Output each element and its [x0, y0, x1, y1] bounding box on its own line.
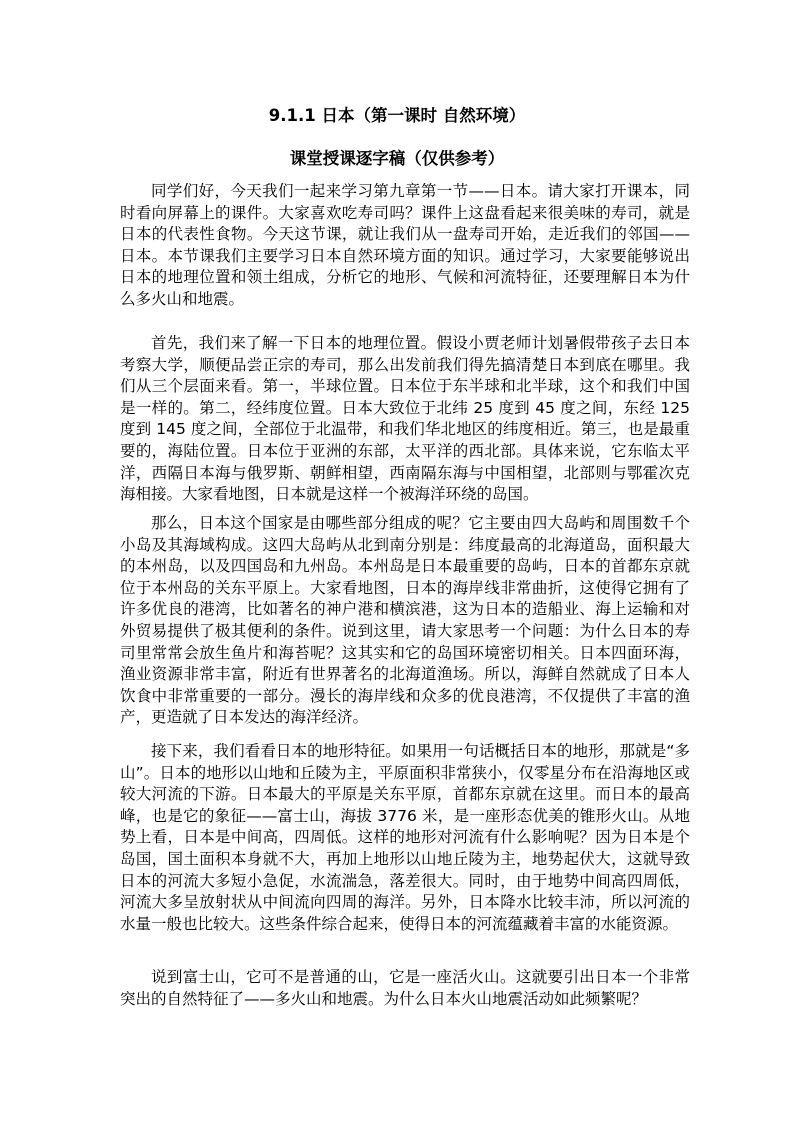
paragraph-volcanoes-earthquakes: 说到富士山，它可不是普通的山，它是一座活火山。这就要引出日本一个非常突出的自然特征了——多火山和地震。为什么日本火山地震活动如此频繁呢？	[120, 968, 690, 1008]
paragraph-geographic-location: 首先，我们来了解一下日本的地理位置。假设小贾老师计划暑假带孩子去日本考察大学，顺便品尝正宗的寿司，那么出发前我们得先搞清楚日本到底在哪里。我们从三个层面来看。第一，半球位置。日本位于东半球和北半球，这个和我们中国是一样的。第二，经纬度位置。日本大致位于北纬 25 度到 45 度之间，东经 125 度到 145 度之间，全部位于北温带，和我们华北地区的纬度相近。第三，也是最重要的，海陆位置。日本位于亚洲的东部，太平洋的西北部。具体来说，它东临太平洋，西隔日本海与俄罗斯、朝鲜相望，西南隔东海与中国相望，北部则与鄂霍次克海相接。大家看地图，日本就是这样一个被海洋环绕的岛国。	[120, 334, 690, 504]
document-subtitle: 课堂授课逐字稿（仅供参考）	[289, 149, 505, 168]
paragraph-territory-composition: 那么，日本这个国家是由哪些部分组成的呢？它主要由四大岛屿和周围数千个小岛及其海域构成。这四大岛屿从北到南分别是：纬度最高的北海道岛，面积最大的本州岛，以及四国岛和九州岛。本州岛是日本最重要的岛屿，日本的首都东京就位于本州岛的关东平原上。大家看地图，日本的海岸线非常曲折，这使得它拥有了许多优良的港湾，比如著名的神户港和横滨港，这为日本的造船业、海上运输和对外贸易提供了极其便利的条件。说到这里，请大家思考一个问题：为什么日本的寿司里常常会放生鱼片和海苔呢？这其实和它的岛国环境密切相关。日本四面环海，渔业资源非常丰富，附近有世界著名的北海道渔场。所以，海鲜自然就成了日本人饮食中非常重要的一部分。漫长的海岸线和众多的优良港湾，不仅提供了丰富的渔产，更造就了日本发达的海洋经济。	[120, 514, 690, 727]
document-title: 9.1.1 日本（第一课时 自然环境）	[268, 106, 526, 125]
paragraph-introduction: 同学们好，今天我们一起来学习第九章第一节——日本。请大家打开课本，同时看向屏幕上的课件。大家喜欢吃寿司吗？课件上这盘看起来很美味的寿司，就是日本的代表性食物。今天这节课，就让我们从一盘寿司开始，走近我们的邻国——日本。本节课我们主要学习日本自然环境方面的知识。通过学习，大家要能够说出日本的地理位置和领土组成，分析它的地形、气候和河流特征，还要理解日本为什么多火山和地震。	[120, 182, 690, 308]
paragraph-terrain-features: 接下来，我们看看日本的地形特征。如果用一句话概括日本的地形，那就是“多山”。日本的地形以山地和丘陵为主，平原面积非常狭小，仅零星分布在沿海地区或较大河流的下游。日本最大的平原是关东平原，首都东京就在这里。而日本的最高峰，也是它的象征——富士山，海拔 3776 米，是一座形态优美的锥形火山。从地势上看，日本是中间高，四周低。这样的地形对河流有什么影响呢？因为日本是个岛国，国土面积本身就不大，再加上地形以山地丘陵为主，地势起伏大，这就导致日本的河流大多短小急促，水流湍急，落差很大。同时，由于地势中间高四周低，河流大多呈放射状从中间流向四周的海洋。另外，日本降水比较丰沛，所以河流的水量一般也比较大。这些条件综合起来，使得日本的河流蕴藏着丰富的水能资源。	[120, 742, 690, 933]
